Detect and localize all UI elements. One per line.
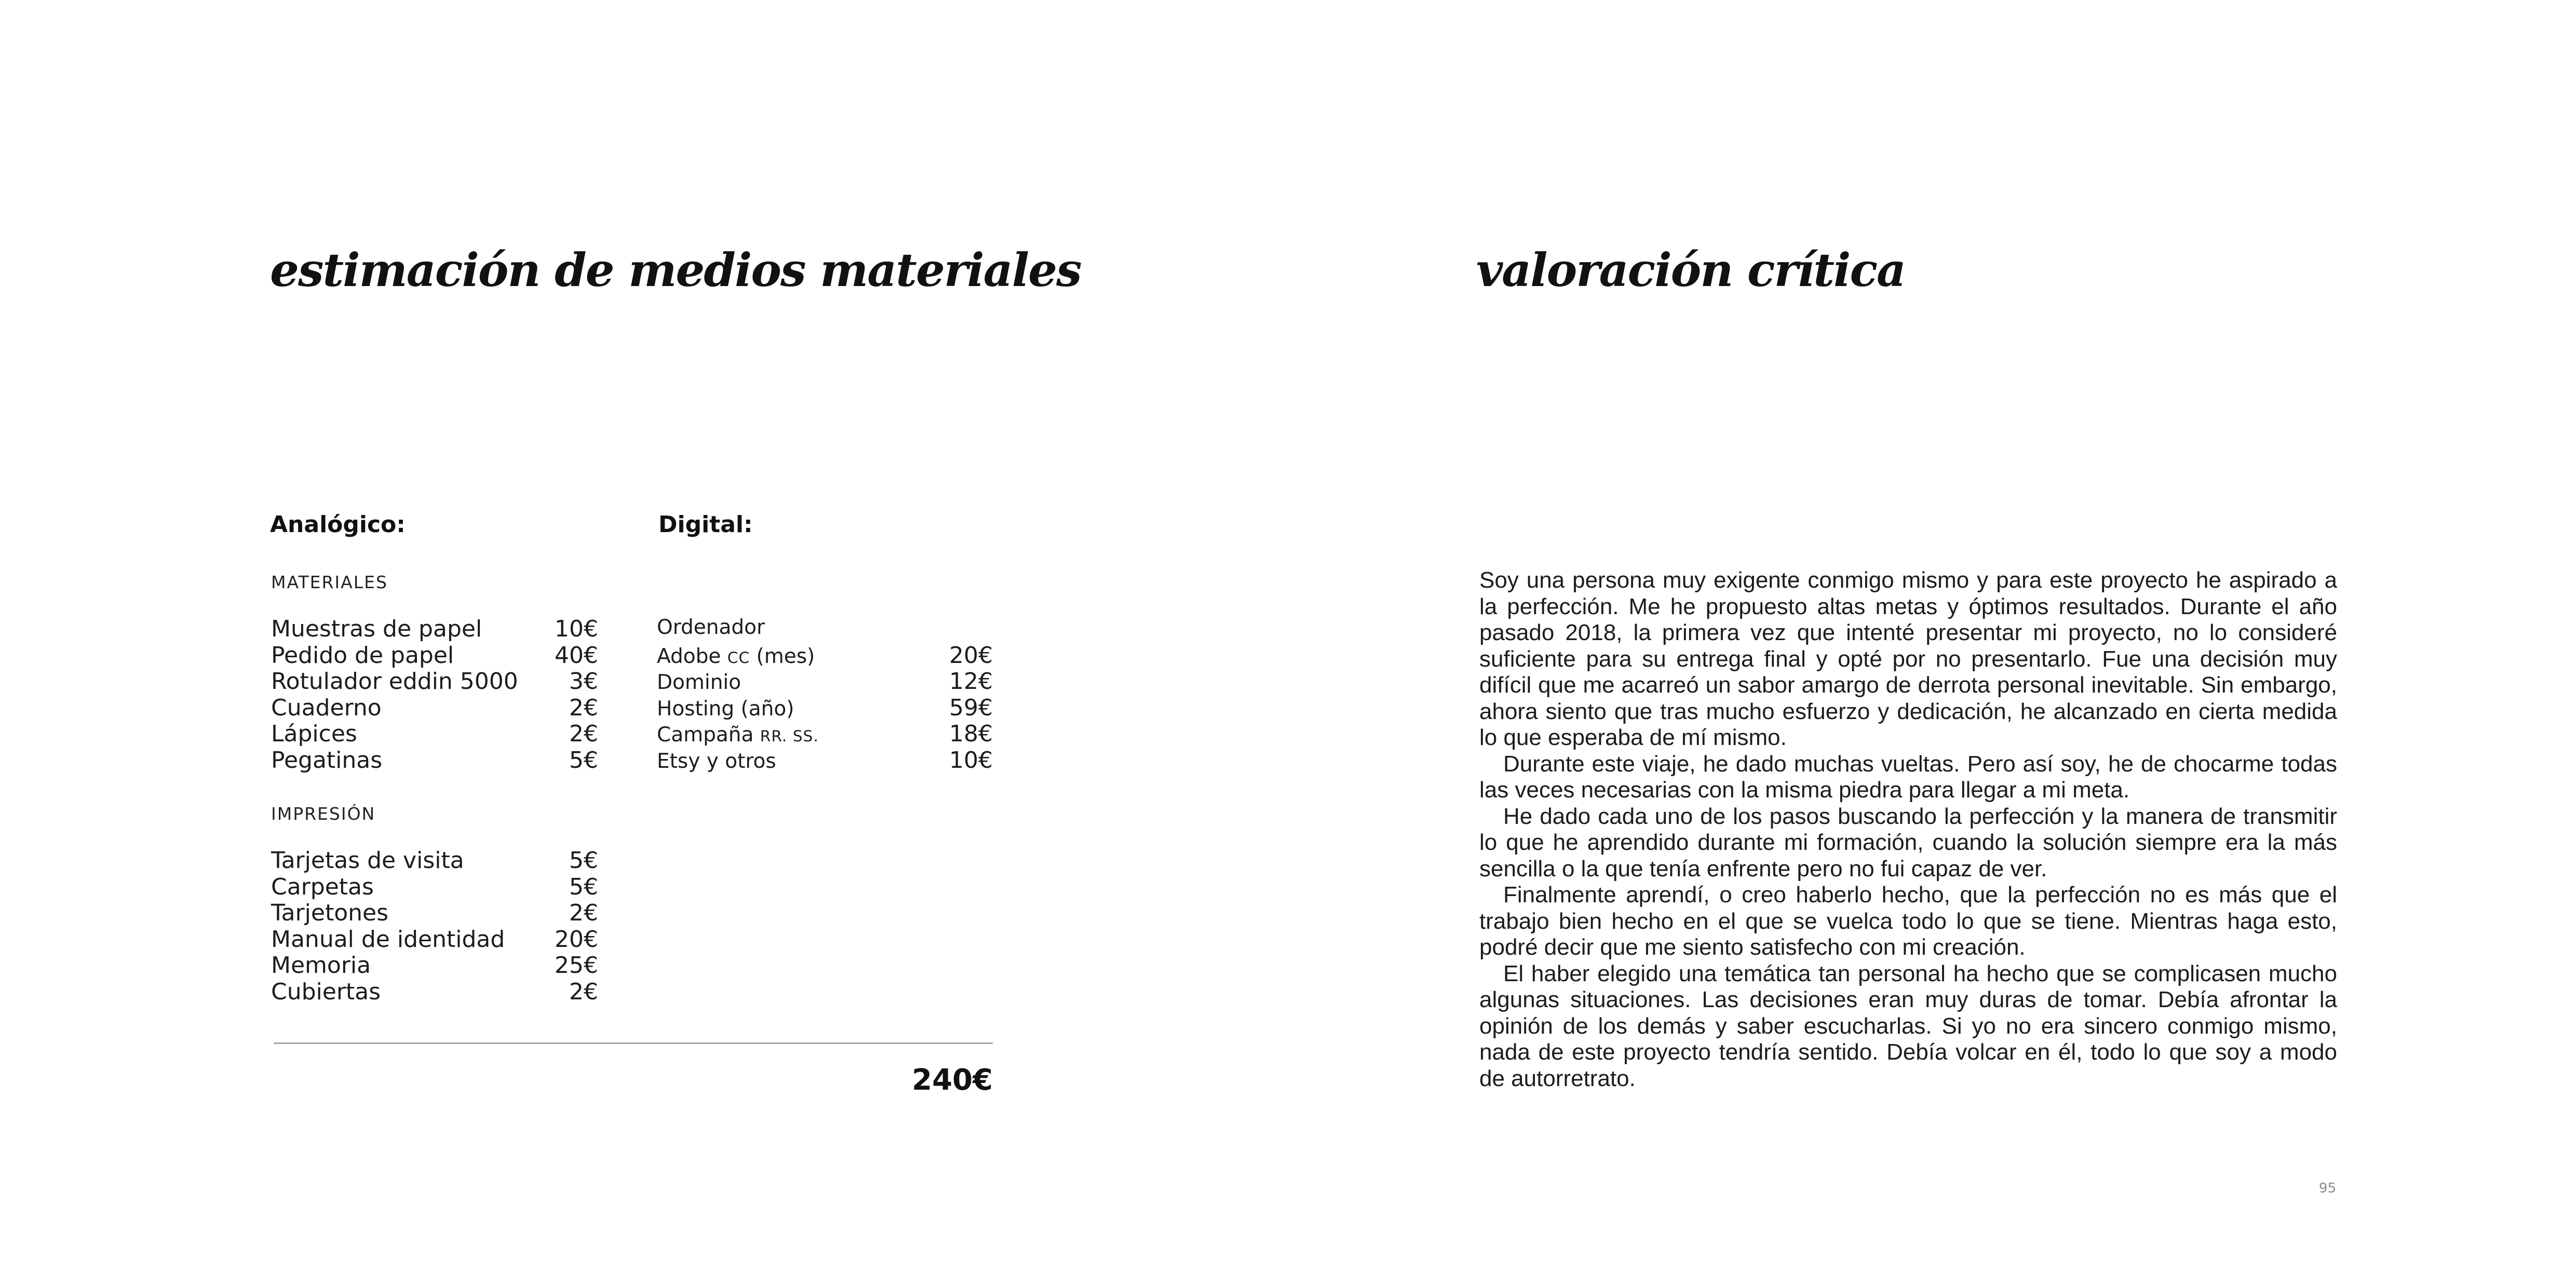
digital-list xyxy=(657,616,993,774)
item-name-main: Adobe xyxy=(657,644,727,668)
item-price: 2€ xyxy=(569,900,598,926)
item-name: Hosting (año) xyxy=(657,697,794,721)
list-item xyxy=(271,847,598,874)
item-price: 40€ xyxy=(555,642,598,669)
materials-list xyxy=(271,616,598,773)
essay-paragraph: Finalmente aprendí, o creo haberlo hecho, que la perfección no es más que el trabajo bien hecho en el que se vuelca todo lo que se tiene. Mientras haga esto, podré decir que me siento satisfecho con mi creación. xyxy=(1479,882,2337,960)
item-name: Cubiertas xyxy=(271,978,381,1005)
list-item xyxy=(657,642,993,669)
item-name-main: Campaña xyxy=(657,723,760,747)
list-item xyxy=(657,668,993,695)
right-page xyxy=(1288,0,2576,1288)
materials-estimate-title: estimación de medios materiales xyxy=(270,243,1081,297)
materials-label: MATERIALES xyxy=(271,572,388,592)
item-price: 2€ xyxy=(569,978,598,1005)
list-item xyxy=(657,721,993,747)
essay-paragraph: He dado cada uno de los pasos buscando la perfección y la manera de transmitir lo que he aprendido durante mi formación, cuando la solución siempre era la más sencilla o la que tenía enfrente pero no fui capaz de ver. xyxy=(1479,803,2337,882)
item-price: 5€ xyxy=(569,747,598,774)
item-name: Rotulador eddin 5000 xyxy=(271,668,518,695)
list-item xyxy=(271,747,598,774)
item-price: 20€ xyxy=(949,642,993,669)
list-item xyxy=(271,721,598,747)
item-name xyxy=(657,723,819,747)
printing-label: IMPRESIÓN xyxy=(271,804,376,824)
item-name: Lápices xyxy=(271,721,357,747)
item-price: 2€ xyxy=(569,721,598,747)
total-amount: 240€ xyxy=(912,1063,993,1097)
item-price: 5€ xyxy=(569,847,598,874)
page-number: 95 xyxy=(2318,1181,2336,1196)
essay-body xyxy=(1479,567,2337,1092)
item-name-suffix: (mes) xyxy=(750,644,815,668)
item-price: 10€ xyxy=(949,747,993,774)
item-price: 3€ xyxy=(569,668,598,695)
item-name: Etsy y otros xyxy=(657,749,776,773)
item-name: Dominio xyxy=(657,671,741,695)
list-item xyxy=(271,952,598,979)
item-name-acronym: RR. SS. xyxy=(760,727,819,745)
list-item xyxy=(657,616,993,642)
item-name: Pedido de papel xyxy=(271,642,454,669)
item-name: Cuaderno xyxy=(271,694,382,721)
essay-paragraph: Durante este viaje, he dado muchas vueltas. Pero así soy, he de chocarme todas las veces necesarias con la misma piedra para llegar a mi meta. xyxy=(1479,751,2337,803)
digital-heading: Digital: xyxy=(658,511,753,538)
list-item xyxy=(271,642,598,669)
item-name: Pegatinas xyxy=(271,747,383,774)
item-name: Tarjetones xyxy=(271,900,388,926)
item-name: Manual de identidad xyxy=(271,926,505,953)
critical-assessment-title: valoración crítica xyxy=(1476,243,1906,297)
item-name: Ordenador xyxy=(657,616,765,639)
item-price: 20€ xyxy=(555,926,598,953)
item-price: 25€ xyxy=(555,952,598,979)
printing-list xyxy=(271,847,598,1005)
list-item xyxy=(271,695,598,721)
item-name xyxy=(657,645,815,668)
list-item xyxy=(271,900,598,926)
item-name-acronym: CC xyxy=(727,648,750,667)
item-price: 5€ xyxy=(569,873,598,900)
item-price: 10€ xyxy=(555,616,598,642)
item-price: 18€ xyxy=(949,721,993,748)
item-name: Memoria xyxy=(271,952,371,979)
list-item xyxy=(271,979,598,1005)
list-item xyxy=(271,616,598,642)
total-divider xyxy=(274,1042,993,1044)
list-item xyxy=(271,926,598,953)
essay-paragraph: Soy una persona muy exigente conmigo mismo y para este proyecto he aspirado a la perfección. Me he propuesto altas metas y óptimos resultados. Durante el año pasado 2018, la primera vez que intenté presentar mi proyecto, no lo consideré suficiente para su entrega final y opté por no presentarlo. Fue una decisión muy difícil que me acarreó un sabor amargo de derrota personal inevitable. Sin embargo, ahora siento que tras mucho esfuerzo y dedicación, he alcanzado en cierta medida lo que esperaba de mí mismo. xyxy=(1479,567,2337,750)
list-item xyxy=(271,874,598,900)
item-name: Muestras de papel xyxy=(271,616,482,642)
item-name: Tarjetas de visita xyxy=(271,847,464,874)
item-price: 12€ xyxy=(949,668,993,695)
essay-paragraph: El haber elegido una temática tan personal ha hecho que se complicasen mucho algunas situaciones. Las decisiones eran muy duras de tomar. Debía afrontar la opinión de los demás y saber escucharlas. Si yo no era sincero conmigo mismo, nada de este proyecto tendría sentido. Debía volcar en él, todo lo que soy a modo de autorretrato. xyxy=(1479,960,2337,1091)
item-name: Carpetas xyxy=(271,873,374,900)
list-item xyxy=(657,747,993,774)
item-price: 59€ xyxy=(949,694,993,721)
list-item xyxy=(271,668,598,695)
list-item xyxy=(657,695,993,721)
analog-heading: Analógico: xyxy=(270,511,406,538)
item-price: 2€ xyxy=(569,694,598,721)
